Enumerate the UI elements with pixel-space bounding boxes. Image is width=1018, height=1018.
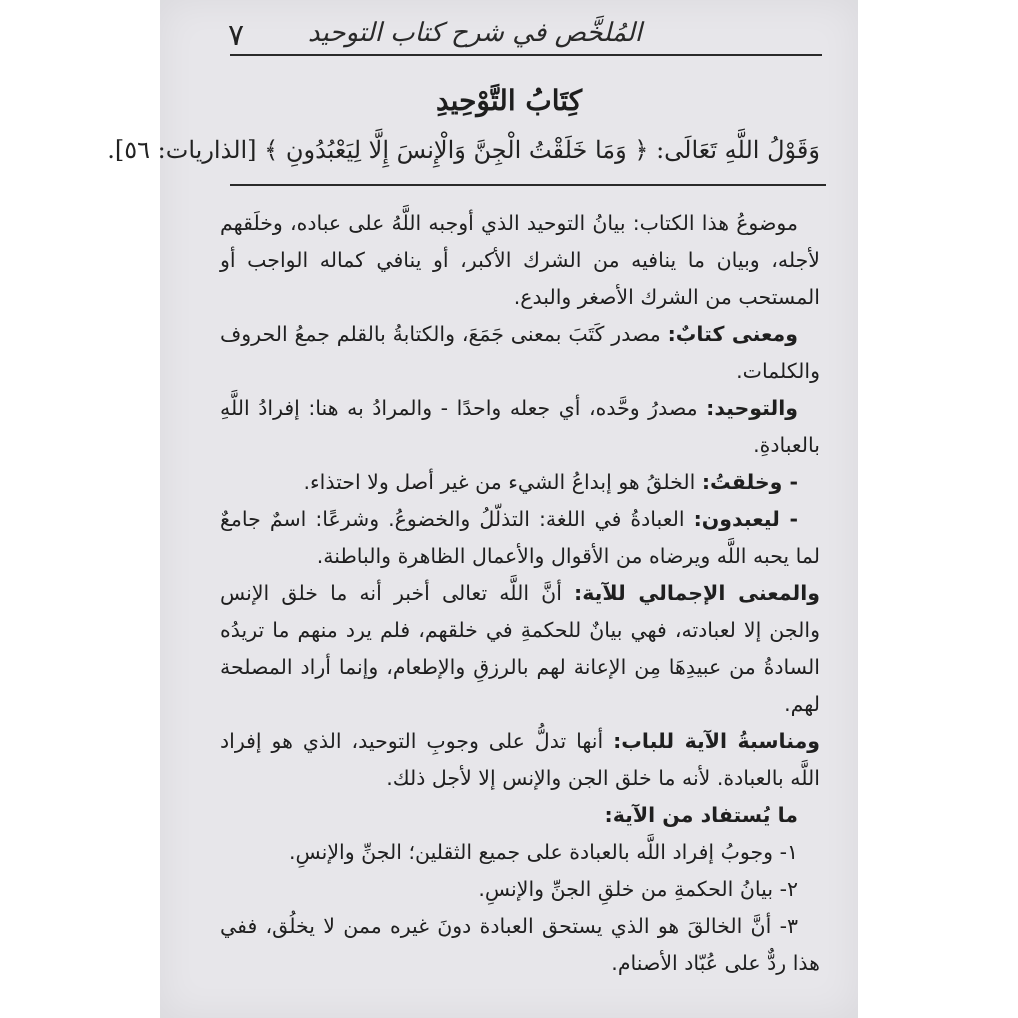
verse-divider [230, 184, 826, 186]
paragraph-text: الخلقُ هو إبداعُ الشيء من غير أصل ولا احتذاء. [303, 470, 702, 494]
paragraph-lead: ومناسبةُ الآية للباب: [613, 729, 820, 753]
paragraph-text: ١- وجوبُ إفراد اللَّه بالعبادة على جميع الثقلين؛ الجنِّ والإنسِ. [288, 840, 798, 864]
paragraph-text: أنها تدلُّ على وجوبِ التوحيد، الذي هو إفراد اللَّه بالعبادة. لأنه ما خلق الجن والإنس إلا لأجل ذلك. [220, 729, 820, 790]
paragraph-lead: ما يُستفاد من الآية: [604, 803, 798, 827]
page-header [228, 18, 822, 56]
paragraph-text: العبادةُ في اللغة: التذلّلُ والخضوعُ. وشرعًا: اسمٌ جامعٌ لما يحبه اللَّه ويرضاه من الأقوال والأعمال الظاهرة والباطنة. [220, 507, 820, 568]
header-divider [230, 54, 822, 56]
page-number: ٧ [228, 18, 245, 53]
paragraph-text: موضوعُ هذا الكتاب: بيانُ التوحيد الذي أوجبه اللَّهُ على عباده، وخلَقهم لأجله، وبيان ما ينافيه من الشرك الأكبر، أو ينافي كماله الواجب أو المستحب من الشرك الأصغر والبدع. [220, 211, 820, 309]
list-item [220, 908, 820, 982]
paragraph-text: ٣- أنَّ الخالقَ هو الذي يستحق العبادة دونَ غيره ممن لا يخلُق، ففي هذا ردٌّ على عُبّاد الأصنام. [220, 914, 820, 975]
paragraph-lead: - ليعبدون: [693, 507, 798, 531]
paragraph-lead: والمعنى الإجمالي للآية: [574, 581, 820, 605]
book-page [107, 0, 858, 1018]
list-item [220, 834, 820, 871]
paragraph-lead: والتوحيد: [706, 396, 798, 420]
paragraph [220, 797, 820, 834]
chapter-title: كِتَابُ التَّوْحِيدِ [435, 84, 583, 117]
quran-verse: وَقَوْلُ اللَّهِ تَعَالَى: ﴿ وَمَا خَلَقْتُ الْجِنَّ وَالْإِنسَ إِلَّا لِيَعْبُدُونِ ﴾ [الذاريات: ٥٦]. [107, 136, 820, 164]
list-item [220, 871, 820, 908]
paragraph-text: أنَّ اللَّه تعالى أخبر أنه ما خلق الإنس والجن إلا لعبادته، فهي بيانٌ للحكمةِ في خلقهم، فلم يرد منهم ما تريدُه السادةُ من عبيدِهَا مِن الإعانة لهم بالرزقِ والإطعام، وإنما أراد المصلحة لهم. [220, 581, 820, 716]
running-title: المُلخَّص في شرح كتاب التوحيد [307, 18, 642, 48]
paragraph [220, 723, 820, 797]
paragraph-text: مصدرُ وحَّده، أي جعله واحدًا - والمرادُ به هنا: إفرادُ اللَّهِ بالعبادةِ. [220, 396, 820, 457]
paragraph-lead: - وخلقتُ: [701, 470, 798, 494]
paragraph [220, 501, 820, 575]
paragraph-text: مصدر كَتَبَ بمعنى جَمَعَ، والكتابةُ بالقلم جمعُ الحروف والكلمات. [220, 322, 820, 383]
paragraph [220, 205, 820, 316]
paragraph-lead: ومعنى كتابٌ: [667, 322, 798, 346]
body-text [220, 205, 820, 982]
paragraph [220, 464, 820, 501]
paragraph [220, 390, 820, 464]
paragraph [220, 316, 820, 390]
paragraph-text: ٢- بيانُ الحكمةِ من خلقِ الجنِّ والإنسِ. [478, 877, 798, 901]
paragraph [220, 575, 820, 723]
